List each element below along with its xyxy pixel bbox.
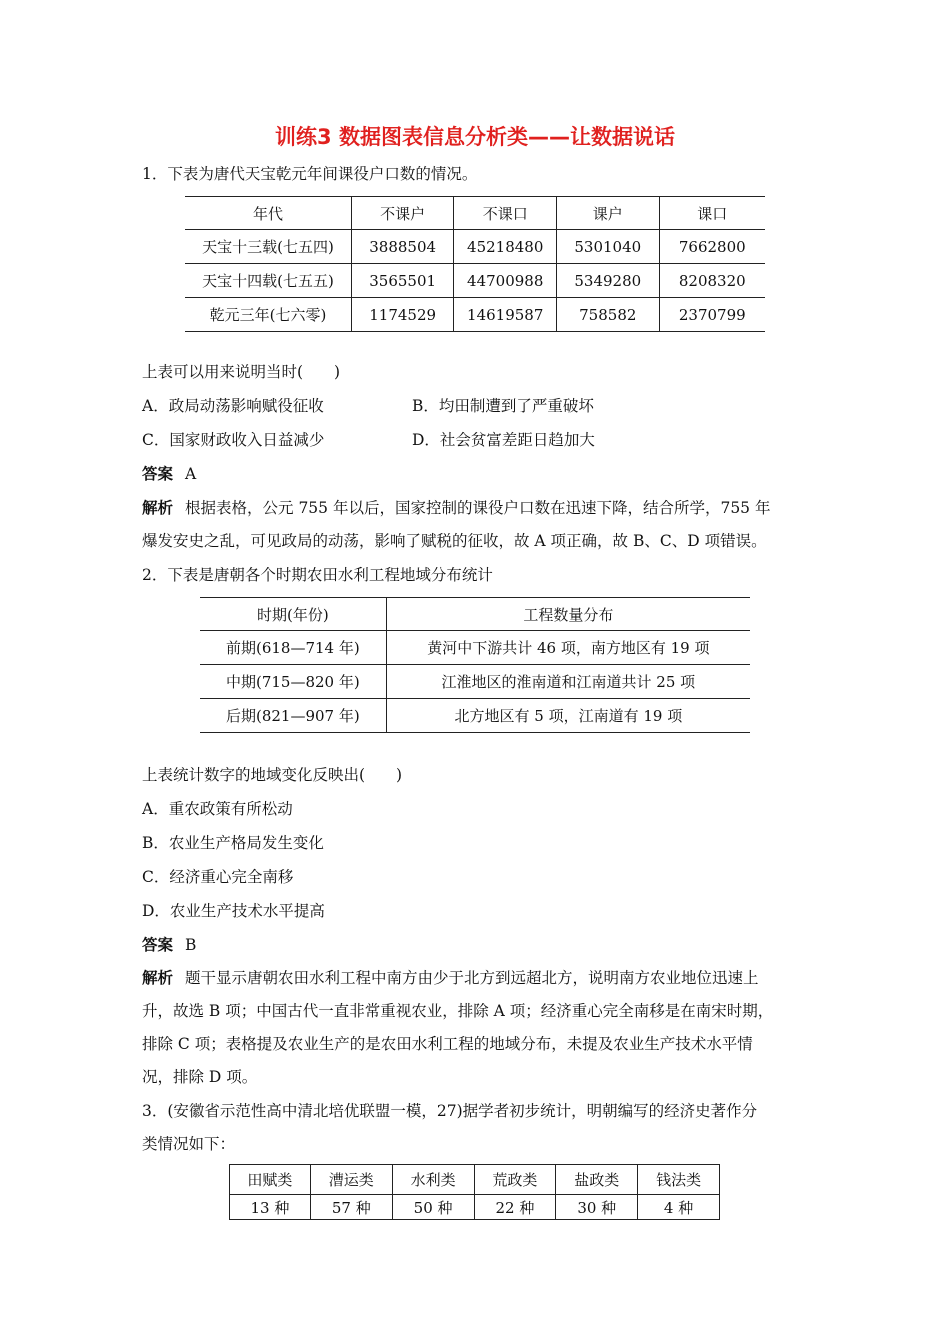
table-cell: 5301040: [557, 230, 660, 264]
q2-table: [200, 597, 750, 733]
q1-question: 上表可以用来说明当时( ): [142, 363, 341, 381]
q2-analysis-line: 排除 C 项；表格提及农业生产的是农田水利工程的地域分布，未提及农业生产技术水平情: [142, 1035, 753, 1053]
q2-option-c: C．经济重心完全南移: [142, 868, 294, 886]
table-cell: 22 种: [474, 1195, 556, 1220]
page-title: 训练3 数据图表信息分析类——让数据说话: [275, 125, 675, 149]
q2-answer: [142, 935, 196, 955]
table-row: [185, 264, 765, 298]
q3-header-cell: 钱法类: [638, 1165, 720, 1195]
table-cell: 中期(715—820 年): [200, 665, 386, 699]
q1-option-d: D．社会贫富差距日趋加大: [412, 431, 595, 449]
table-cell: 50 种: [392, 1195, 474, 1220]
q3-header-cell: 水利类: [392, 1165, 474, 1195]
analysis-label: 解析: [142, 969, 174, 987]
table-cell: 天宝十四载(七五五): [185, 264, 351, 298]
table-row: [200, 699, 750, 733]
answer-value: B: [185, 936, 197, 954]
table-cell: 7662800: [659, 230, 765, 264]
table-cell: 4 种: [638, 1195, 720, 1220]
table-cell: 前期(618—714 年): [200, 631, 386, 665]
table-cell: 57 种: [310, 1195, 392, 1220]
q3-header-cell: 漕运类: [310, 1165, 392, 1195]
q1-stem: 1．下表为唐代天宝乾元年间课役户口数的情况。: [142, 165, 478, 183]
q1-header-cell: 课户: [557, 197, 660, 230]
table-cell: 14619587: [454, 298, 557, 332]
table-cell: 北方地区有 5 项，江南道有 19 项: [386, 699, 750, 733]
analysis-text: 题干显示唐朝农田水利工程中南方由少于北方到远超北方，说明南方农业地位迅速上: [185, 969, 759, 987]
table-cell: 乾元三年(七六零): [185, 298, 351, 332]
table-cell: 45218480: [454, 230, 557, 264]
table-cell: 2370799: [659, 298, 765, 332]
q2-option-b: B．农业生产格局发生变化: [142, 834, 324, 852]
table-cell: 3888504: [351, 230, 454, 264]
q1-option-c: C．国家财政收入日益减少: [142, 431, 325, 449]
q1-answer: [142, 464, 196, 484]
analysis-label: 解析: [142, 499, 174, 517]
q3-header-cell: 荒政类: [474, 1165, 556, 1195]
analysis-text: 根据表格，公元 755 年以后，国家控制的课役户口数在迅速下降，结合所学，755 年: [185, 499, 771, 517]
q2-analysis-line: [142, 968, 759, 988]
answer-label: 答案: [142, 936, 174, 954]
table-cell: 1174529: [351, 298, 454, 332]
table-cell: 3565501: [351, 264, 454, 298]
answer-label: 答案: [142, 465, 174, 483]
q1-table: [185, 196, 765, 332]
q2-option-d: D．农业生产技术水平提高: [142, 902, 325, 920]
table-cell: 13 种: [230, 1195, 311, 1220]
q3-table: [229, 1164, 720, 1220]
q1-header-cell: 年代: [185, 197, 351, 230]
answer-value: A: [185, 465, 197, 483]
q2-option-a: A．重农政策有所松动: [142, 800, 293, 818]
table-row: [230, 1195, 720, 1220]
q2-analysis-line: 升，故选 B 项；中国古代一直非常重视农业，排除 A 项；经济重心完全南移是在南宋时期，: [142, 1002, 774, 1020]
q1-option-a: A．政局动荡影响赋役征收: [142, 397, 324, 415]
q2-header-cell: 时期(年份): [200, 598, 386, 631]
q3-stem: 3．(安徽省示范性高中清北培优联盟一模，27)据学者初步统计，明朝编写的经济史著作分: [142, 1102, 758, 1120]
q2-analysis-line: 况，排除 D 项。: [142, 1068, 258, 1086]
table-cell: 758582: [557, 298, 660, 332]
q2-question: 上表统计数字的地域变化反映出( ): [142, 766, 403, 784]
table-cell: 后期(821—907 年): [200, 699, 386, 733]
q1-header-cell: 不课户: [351, 197, 454, 230]
table-cell: 天宝十三载(七五四): [185, 230, 351, 264]
q1-analysis-line: 爆发安史之乱，可见政局的动荡，影响了赋税的征收，故 A 项正确，故 B、C、D 项错误。: [142, 532, 767, 550]
table-cell: 44700988: [454, 264, 557, 298]
table-row: [185, 230, 765, 264]
table-row: [185, 298, 765, 332]
q1-option-b: B．均田制遭到了严重破坏: [412, 397, 594, 415]
table-cell: 黄河中下游共计 46 项，南方地区有 19 项: [386, 631, 750, 665]
table-row: [200, 665, 750, 699]
table-cell: 30 种: [556, 1195, 638, 1220]
q2-stem: 2．下表是唐朝各个时期农田水利工程地域分布统计: [142, 566, 493, 584]
q2-header-cell: 工程数量分布: [386, 598, 750, 631]
q1-header-cell: 不课口: [454, 197, 557, 230]
table-row: [200, 631, 750, 665]
table-cell: 8208320: [659, 264, 765, 298]
q3-header-cell: 田赋类: [230, 1165, 311, 1195]
table-cell: 5349280: [557, 264, 660, 298]
q3-stem-cont: 类情况如下：: [142, 1135, 236, 1153]
q1-header-cell: 课口: [659, 197, 765, 230]
table-cell: 江淮地区的淮南道和江南道共计 25 项: [386, 665, 750, 699]
q1-analysis-line: [142, 498, 770, 518]
q3-header-cell: 盐政类: [556, 1165, 638, 1195]
